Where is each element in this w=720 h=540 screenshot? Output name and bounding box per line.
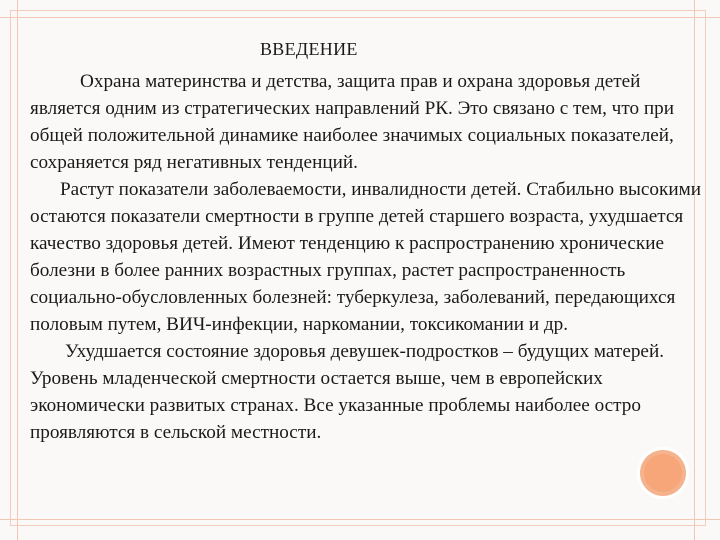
paragraph-1: Охрана материнства и детства, защита прав и охрана здоровья детей является одним из стратегических направлений РК. Это связано с тем, что при общей положительной динамике наиболее значимых социальных показателей, сохраняется ряд негативных тенденций. <box>30 71 674 173</box>
decorative-circle-inner <box>644 454 682 492</box>
slide-content <box>30 30 712 446</box>
slide-title: ВВЕДЕНИЕ <box>260 39 358 59</box>
decorative-circle-icon <box>640 450 686 496</box>
frame-bottom-line <box>0 519 720 520</box>
paragraph-3: Ухудшается состояние здоровья девушек-подростков – будущих матерей. Уровень младенческой смертности остается выше, чем в европейских экономически развитых странах. Все указанные проблемы наиболее остро проявляются в сельской местности. <box>30 341 665 443</box>
frame-left-line <box>17 0 18 540</box>
frame-top-line <box>0 17 720 18</box>
paragraph-2: Растут показатели заболеваемости, инвалидности детей. Стабильно высокими остаются показатели смертности в группе детей старшего возраста, ухудшается качество здоровья детей. Имеют тенденцию к распространению хронические болезни в более ранних возрастных группах, растет распространенность социально-обусловленных болезней: туберкулеза, заболеваний, передающихся половым путем, ВИЧ-инфекции, наркомании, токсикомании и др. <box>30 179 702 335</box>
